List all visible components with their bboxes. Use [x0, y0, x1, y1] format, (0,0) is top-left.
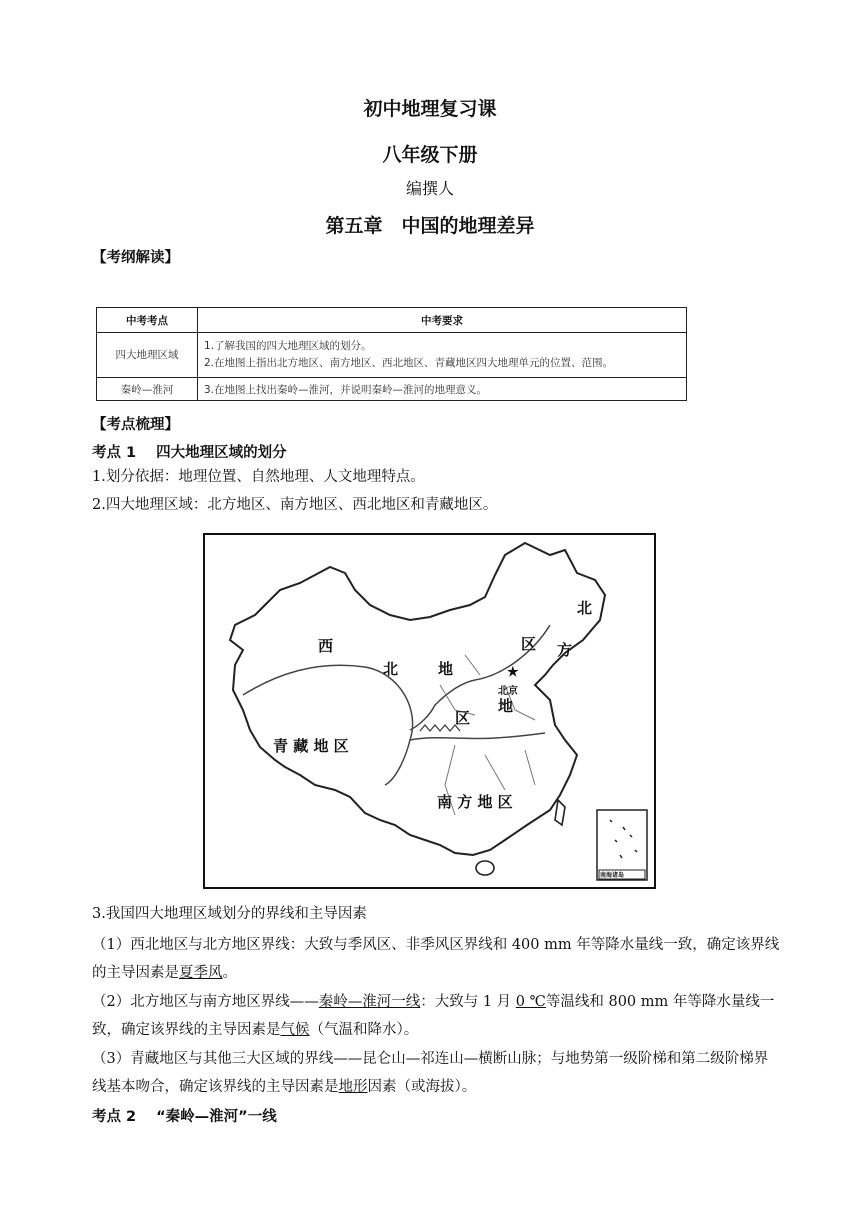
p2-answer-1: 秦岭—淮河一线 — [318, 994, 421, 1010]
map-label-nanfang: 南 方 地 区 — [437, 793, 513, 811]
point1-line1: 1.划分依据：地理位置、自然地理、人文地理特点。 — [92, 469, 425, 485]
point3-heading: 3.我国四大地理区域划分的界线和主导因素 — [92, 906, 367, 922]
p2-text-a: （2）北方地区与南方地区界线—— — [92, 994, 319, 1010]
editor-line: 编撰人 — [405, 179, 454, 198]
exam-requirements-table — [96, 307, 687, 401]
requirement-line: 2.在地图上指出北方地区、南方地区、西北地区、青藏地区四大地理单元的位置、范围。 — [204, 357, 614, 369]
table-header-cell: 中考要求 — [198, 308, 687, 333]
point3-paragraph-1 — [92, 931, 782, 987]
point3-paragraph-2 — [92, 988, 782, 1044]
table-cell-topic: 秦岭—淮河 — [97, 378, 198, 401]
table-cell-topic: 四大地理区域 — [97, 333, 198, 378]
p2-text-b: ：大致与 1 月 — [420, 994, 516, 1010]
table-header-row — [97, 308, 687, 333]
point1-label: 考点 1 — [92, 445, 137, 461]
point2-heading — [92, 1105, 277, 1126]
point1-line2: 2.四大地理区域：北方地区、南方地区、西北地区和青藏地区。 — [92, 497, 498, 513]
map-label-di: 地 — [438, 660, 454, 678]
map-label-xi: 西 — [318, 637, 334, 655]
p1-answer: 夏季风 — [179, 965, 223, 981]
p2-text-d: （气温和降水）。 — [309, 1022, 419, 1038]
p1-end: 。 — [222, 965, 237, 981]
qinling-mountains — [420, 725, 460, 731]
beijing-star-icon: ★ — [507, 665, 519, 680]
table-row — [97, 333, 687, 378]
map-inset-label: 南海诸岛 — [600, 872, 625, 879]
map-label-north-fang: 方 — [557, 641, 573, 659]
map-label-bei: 北 — [383, 660, 399, 678]
p3-answer: 地形 — [338, 1079, 368, 1095]
china-regions-map — [203, 533, 656, 889]
chapter-title: 第五章 中国的地理差异 — [325, 215, 535, 237]
map-outline-svg — [205, 535, 654, 887]
map-label-qingzang: 青 藏 地 区 — [273, 737, 349, 755]
hainan-outline — [476, 861, 494, 875]
map-label-north-di: 地 — [498, 697, 514, 715]
p3-text-b: 因素（或海拔）。 — [367, 1079, 477, 1095]
exam-outline-heading: 【考纲解读】 — [92, 250, 179, 266]
requirement-line: 1.了解我国的四大地理区域的划分。 — [204, 340, 372, 352]
point3-paragraph-3 — [92, 1045, 782, 1101]
qinling-huaihe-line — [410, 733, 545, 740]
map-label-north-bei: 北 — [577, 599, 593, 617]
p2-answer-3: 气候 — [280, 1022, 310, 1038]
point2-label: 考点 2 — [92, 1109, 137, 1125]
p2-text-c: 等温线和 800 mm 年等降水量线一致，确定该界线的主导因素是 — [92, 994, 775, 1038]
inset-islands — [610, 820, 637, 858]
document-title: 初中地理复习课 — [363, 98, 497, 120]
p3-text-a: （3）青藏地区与其他三大区域的界线——昆仑山—祁连山—横断山脉；与地势第一级阶梯和第二级阶梯界线基本吻合，确定该界线的主导因素是 — [92, 1051, 769, 1095]
map-label-qu: 区 — [455, 709, 471, 727]
table-cell-requirements: 3.在地图上找出秦岭—淮河，并说明秦岭—淮河的地理意义。 — [198, 378, 687, 401]
point1-title: 四大地理区域的划分 — [156, 445, 287, 461]
table-row — [97, 378, 687, 401]
point2-title: “秦岭—淮河”一线 — [156, 1109, 277, 1125]
taiwan-outline — [555, 800, 565, 825]
key-points-heading: 【考点梳理】 — [92, 417, 179, 433]
point1-heading — [92, 441, 287, 462]
grade-title: 八年级下册 — [382, 144, 478, 166]
table-cell-requirements — [198, 333, 687, 378]
table-header-cell: 中考考点 — [97, 308, 198, 333]
china-outline — [230, 543, 605, 855]
p2-answer-2: 0 ℃ — [515, 994, 546, 1010]
qingzang-boundary — [243, 665, 413, 785]
map-label-beijing: 北京 — [498, 686, 518, 697]
map-label-north-qu: 区 — [521, 635, 537, 653]
p1-text: （1）西北地区与北方地区界线：大致与季风区、非季风区界线和 400 mm 年等降水量线一致，确定该界线的主导因素是 — [92, 937, 780, 981]
